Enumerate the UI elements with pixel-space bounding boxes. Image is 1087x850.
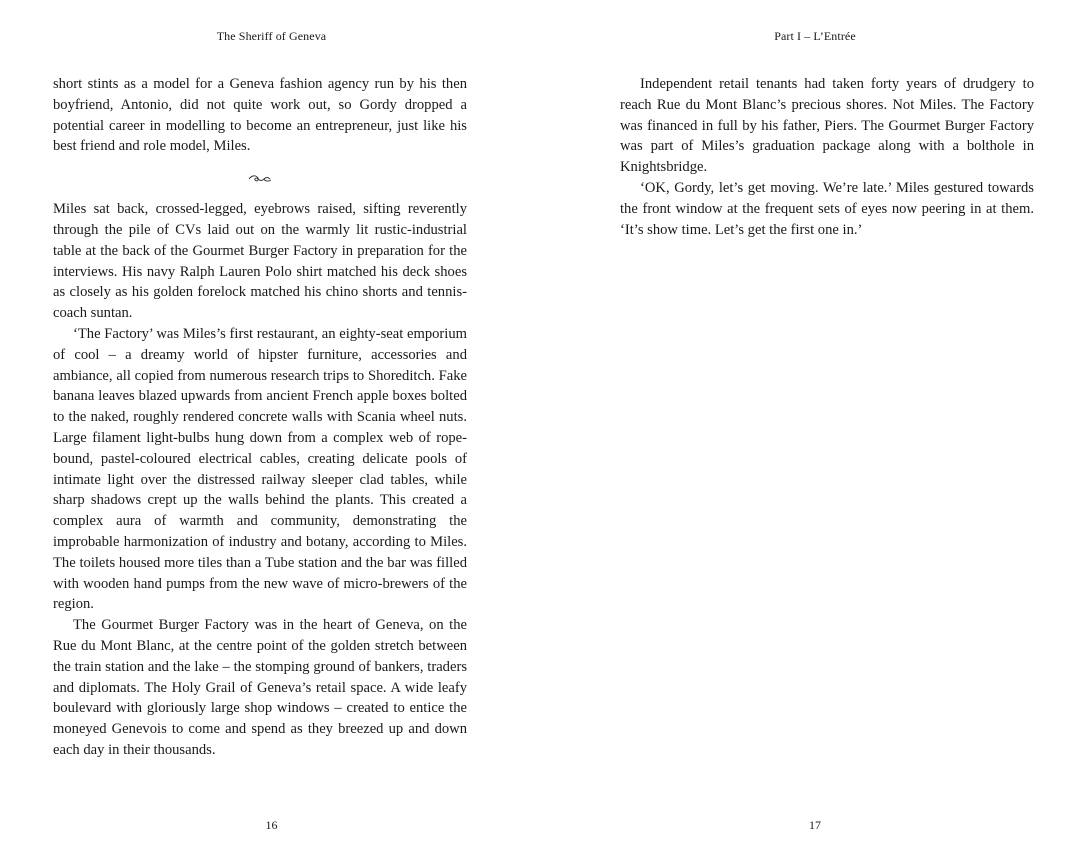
left-page-body [53,74,467,761]
page-number-left: 16 [265,818,278,832]
running-head-right: Part I – L’Entrée [774,29,856,43]
paragraph: ‘OK, Gordy, let’s get moving. We’re late.’ Miles gestured towards the front window at the frequent sets of eyes now peering in at them. ‘It’s show time. Let’s get the first one in.’ [620,179,1034,238]
left-page [0,0,543,850]
paragraph: ‘The Factory’ was Miles’s first restaurant, an eighty-seat emporium of cool – a dreamy world of hipster furniture, accessories and ambiance, all copied from numerous research trips to Shoreditch. Fake banana leaves blazed upwards from ancient French apple boxes bolted to the naked, roughly rendered concrete walls with Scania wheel nuts. Large filament light-bulbs hung down from a complex web of rope-bound, pastel-coloured electrical cables, creating delicate pools of intimate light over the distressed railway sleeper clad tables, while sharp shadows crept up the walls behind the plants. This created a complex aura of warmth and community, demonstrating the improbable harmonization of industry and botany, according to Miles. The toilets housed more tiles than a Tube station and the bar was filled with wooden hand pumps from the new wave of micro-brewers of the region. [53,325,467,613]
right-page-body [620,74,1034,240]
section-break-ornament-icon [53,157,467,199]
paragraph: The Gourmet Burger Factory was in the heart of Geneva, on the Rue du Mont Blanc, at the centre point of the golden stretch between the train station and the lake – the stomping ground of bankers, traders and diplomats. The Holy Grail of Geneva’s retail space. A wide leafy boulevard with gloriously large shop windows – created to entice the moneyed Genevois to come and spend as they breezed up and down each day in their thousands. [53,617,467,758]
right-page [543,0,1087,850]
running-head-left: The Sheriff of Geneva [216,29,327,43]
paragraph: short stints as a model for a Geneva fashion agency run by his then boyfriend, Antonio, did not quite work out, so Gordy dropped a potential career in modelling to become an entrepreneur, just like his best friend and role model, Miles. [53,76,467,155]
paragraph: Independent retail tenants had taken forty years of drudgery to reach Rue du Mont Blanc’s precious shores. Not Miles. The Factory was financed in full by his father, Piers. The Gourmet Burger Factory was part of Miles’s graduation package along with a bolthole in Knightsbridge. [620,76,1034,176]
page-number-right: 17 [809,818,821,832]
paragraph: Miles sat back, crossed-legged, eyebrows raised, sifting reverently through the pile of CVs laid out on the warmly lit rustic-industrial table at the back of the Gourmet Burger Factory in preparation for the interviews. His navy Ralph Lauren Polo shirt matched his deck shoes as closely as his golden forelock matched his chino shorts and tennis-coach suntan. [53,201,467,322]
